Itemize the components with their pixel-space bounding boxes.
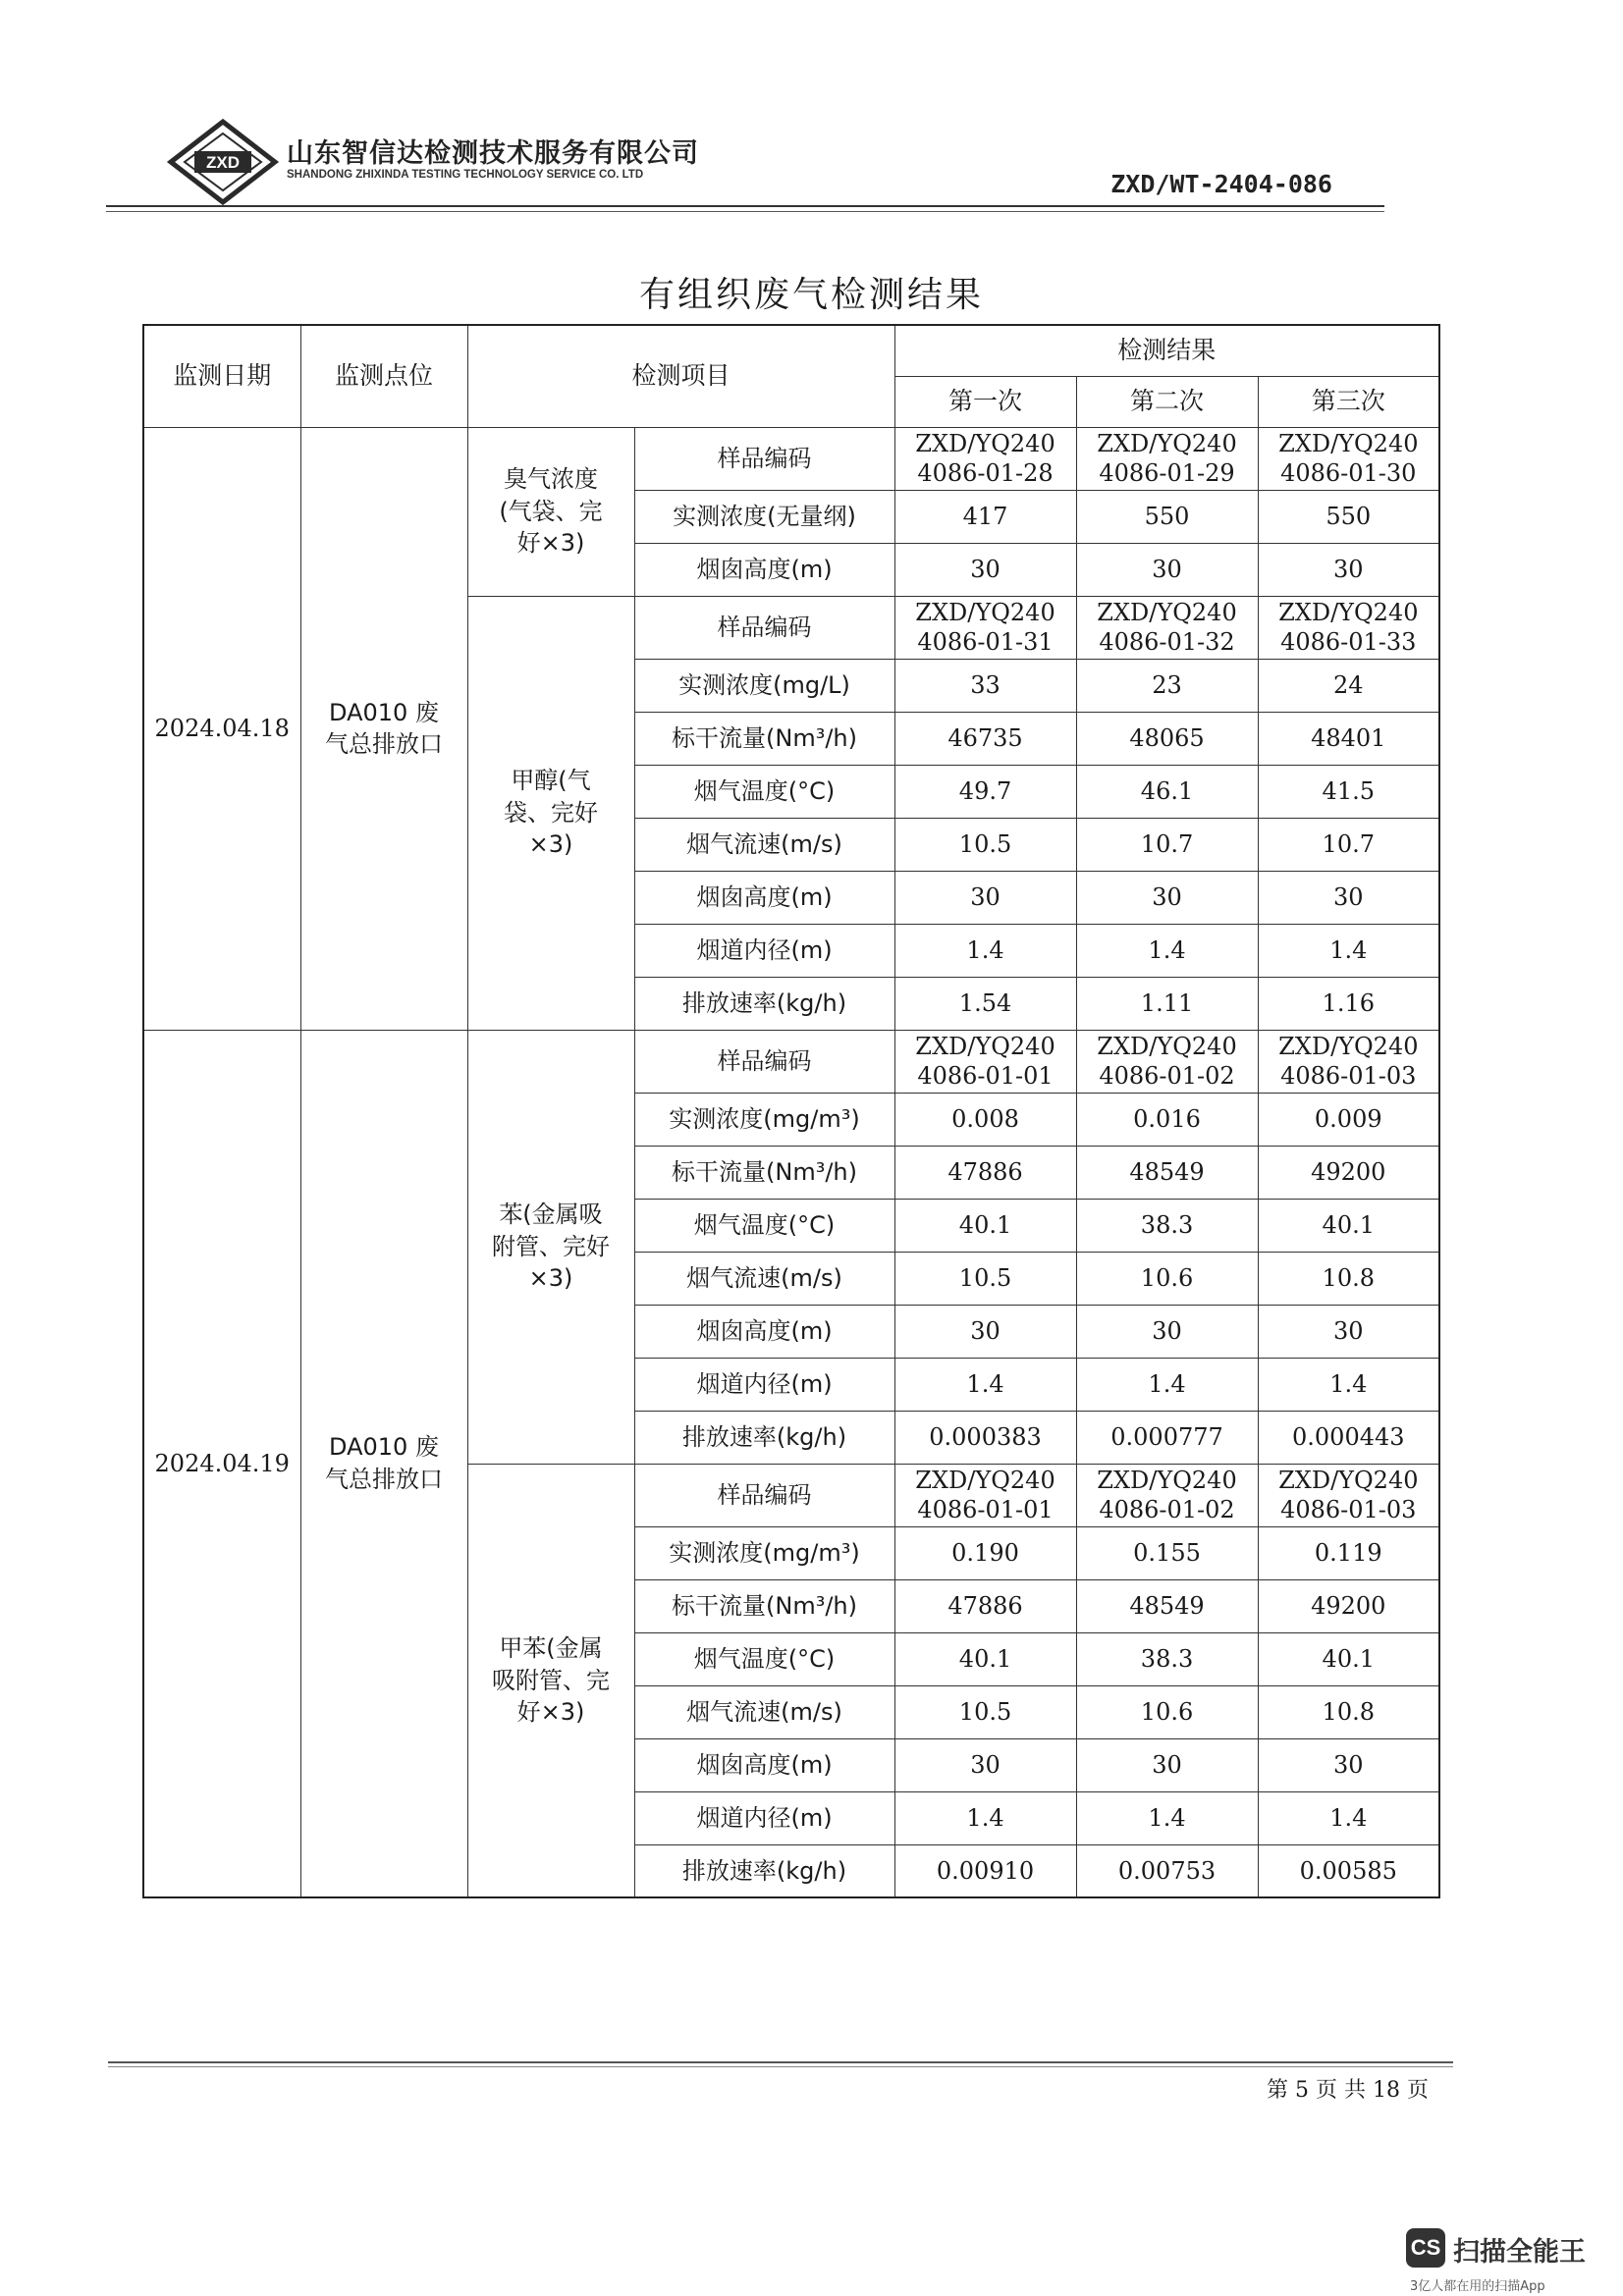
cell-value-run-3: 30 <box>1258 871 1439 924</box>
cell-value-run-2: 0.00753 <box>1076 1844 1258 1897</box>
cell-date: 2024.04.19 <box>143 1030 300 1897</box>
cell-value-run-2: 48065 <box>1076 712 1258 765</box>
cell-value-run-2: 10.7 <box>1076 818 1258 871</box>
sample-code-line: ZXD/YQ240 <box>1097 1033 1237 1060</box>
cell-value-run-3 <box>1258 596 1439 659</box>
cell-value-run-2 <box>1076 1464 1258 1526</box>
cell-param: 标干流量(Nm³/h) <box>634 1579 894 1632</box>
sample-code-line: 4086-01-33 <box>1280 628 1417 656</box>
cell-value-run-1 <box>894 427 1076 490</box>
cell-value-run-3: 49200 <box>1258 1146 1439 1199</box>
cell-value-run-1: 10.5 <box>894 818 1076 871</box>
cell-value-run-3 <box>1258 1030 1439 1093</box>
cell-value-run-1: 47886 <box>894 1146 1076 1199</box>
cell-param: 烟囱高度(m) <box>634 543 894 596</box>
cell-value-run-3: 30 <box>1258 543 1439 596</box>
cell-param: 烟道内径(m) <box>634 1791 894 1844</box>
results-body <box>143 427 1439 1897</box>
item-name-line: 甲醇(气 <box>511 767 591 795</box>
sample-code-line: 4086-01-02 <box>1099 1496 1235 1523</box>
cell-value-run-3: 10.8 <box>1258 1685 1439 1738</box>
cell-value-run-1: 40.1 <box>894 1199 1076 1252</box>
sample-code-line: ZXD/YQ240 <box>1278 599 1419 626</box>
company-name-cn: 山东智信达检测技术服务有限公司 <box>287 138 699 169</box>
item-name-line: 好×3) <box>516 529 585 558</box>
item-name-line: 袋、完好 <box>504 798 598 827</box>
sample-code-line: ZXD/YQ240 <box>1097 430 1237 457</box>
cell-value-run-1: 33 <box>894 659 1076 712</box>
cell-value-run-3: 0.000443 <box>1258 1411 1439 1464</box>
sample-code-line: 4086-01-03 <box>1280 1496 1417 1523</box>
cell-value-run-2: 0.016 <box>1076 1093 1258 1146</box>
results-table <box>142 324 1440 1898</box>
cell-value-run-1: 1.4 <box>894 1358 1076 1411</box>
company-name-en: SHANDONG ZHIXINDA TESTING TECHNOLOGY SERVICE CO. LTD <box>287 169 644 181</box>
cell-value-run-3: 49200 <box>1258 1579 1439 1632</box>
cell-param: 标干流量(Nm³/h) <box>634 712 894 765</box>
footer-rule-thin <box>108 2066 1453 2067</box>
cell-value-run-2: 1.4 <box>1076 924 1258 977</box>
cell-param: 烟气流速(m/s) <box>634 818 894 871</box>
cell-param: 样品编码 <box>634 1464 894 1526</box>
sample-code-line: 4086-01-01 <box>917 1496 1054 1523</box>
header-rule <box>106 205 1384 207</box>
sample-code-line: ZXD/YQ240 <box>915 1467 1055 1494</box>
sample-code-line: ZXD/YQ240 <box>1278 1033 1419 1060</box>
cell-item-name <box>467 1464 634 1897</box>
cell-param: 烟气温度(°C) <box>634 1632 894 1685</box>
cell-value-run-1: 30 <box>894 1738 1076 1791</box>
table-row <box>143 427 1439 490</box>
header-results: 检测结果 <box>894 325 1439 376</box>
sample-code-line: ZXD/YQ240 <box>915 430 1055 457</box>
cell-value-run-1: 0.000383 <box>894 1411 1076 1464</box>
sample-code-line: 4086-01-02 <box>1099 1062 1235 1090</box>
cell-param: 实测浓度(无量纲) <box>634 490 894 543</box>
cell-value-run-3: 1.16 <box>1258 977 1439 1030</box>
cell-value-run-3: 0.00585 <box>1258 1844 1439 1897</box>
cell-value-run-1: 47886 <box>894 1579 1076 1632</box>
cell-value-run-1 <box>894 1464 1076 1526</box>
cell-value-run-1: 417 <box>894 490 1076 543</box>
cell-value-run-2: 0.155 <box>1076 1526 1258 1579</box>
cell-param: 排放速率(kg/h) <box>634 977 894 1030</box>
point-line: 气总排放口 <box>325 1465 443 1493</box>
item-name-line: ×3) <box>528 1264 573 1293</box>
cell-param: 样品编码 <box>634 596 894 659</box>
cell-value-run-2: 30 <box>1076 871 1258 924</box>
cell-value-run-2: 38.3 <box>1076 1632 1258 1685</box>
header-rule-thin <box>106 211 1384 212</box>
cell-value-run-2: 550 <box>1076 490 1258 543</box>
item-name-line: 附管、完好 <box>492 1232 610 1260</box>
header-item: 检测项目 <box>467 325 894 427</box>
cell-value-run-1: 1.4 <box>894 1791 1076 1844</box>
cell-value-run-2: 48549 <box>1076 1579 1258 1632</box>
item-name-line: 苯(金属吸 <box>499 1201 603 1229</box>
logo-text: ZXD <box>206 153 240 172</box>
item-name-line: 臭气浓度 <box>504 465 598 494</box>
scanner-subtitle: 3亿人都在用的扫描App <box>1410 2279 1545 2294</box>
sample-code-line: ZXD/YQ240 <box>915 599 1055 626</box>
sample-code-line: ZXD/YQ240 <box>1097 599 1237 626</box>
header-date: 监测日期 <box>143 325 300 427</box>
header-run-1: 第一次 <box>894 376 1076 427</box>
cell-param: 烟囱高度(m) <box>634 1738 894 1791</box>
cell-param: 样品编码 <box>634 427 894 490</box>
sample-code-line: 4086-01-29 <box>1099 459 1235 487</box>
cell-param: 烟气温度(°C) <box>634 1199 894 1252</box>
cell-value-run-2: 0.000777 <box>1076 1411 1258 1464</box>
cell-value-run-3: 40.1 <box>1258 1199 1439 1252</box>
cell-value-run-3: 30 <box>1258 1738 1439 1791</box>
footer-rule <box>108 2061 1453 2063</box>
cell-value-run-1: 30 <box>894 1305 1076 1358</box>
cell-value-run-1: 0.008 <box>894 1093 1076 1146</box>
sample-code-line: ZXD/YQ240 <box>915 1033 1055 1060</box>
scanner-badge-icon: CS <box>1406 2228 1445 2268</box>
cell-point <box>300 427 467 1030</box>
cell-value-run-1: 1.54 <box>894 977 1076 1030</box>
cell-param: 烟道内径(m) <box>634 924 894 977</box>
cell-value-run-2: 30 <box>1076 543 1258 596</box>
cell-value-run-1: 30 <box>894 871 1076 924</box>
sample-code-line: 4086-01-32 <box>1099 628 1235 656</box>
cell-value-run-3 <box>1258 427 1439 490</box>
cell-value-run-2: 10.6 <box>1076 1685 1258 1738</box>
cell-value-run-3: 0.009 <box>1258 1093 1439 1146</box>
item-name-line: (气袋、完 <box>499 497 603 525</box>
cell-value-run-2: 38.3 <box>1076 1199 1258 1252</box>
item-name-line: 甲苯(金属 <box>499 1634 603 1663</box>
header-run-2: 第二次 <box>1076 376 1258 427</box>
cell-value-run-2: 30 <box>1076 1738 1258 1791</box>
cell-param: 样品编码 <box>634 1030 894 1093</box>
document-title: 有组织废气检测结果 <box>638 275 984 315</box>
cell-item-name <box>467 596 634 1030</box>
cell-value-run-3: 10.7 <box>1258 818 1439 871</box>
cell-value-run-1: 10.5 <box>894 1252 1076 1305</box>
cell-value-run-3: 0.119 <box>1258 1526 1439 1579</box>
cell-param: 烟气流速(m/s) <box>634 1685 894 1738</box>
cell-value-run-2: 1.4 <box>1076 1791 1258 1844</box>
cell-value-run-1: 10.5 <box>894 1685 1076 1738</box>
sample-code-line: ZXD/YQ240 <box>1278 1467 1419 1494</box>
cell-value-run-3: 550 <box>1258 490 1439 543</box>
cell-value-run-3: 40.1 <box>1258 1632 1439 1685</box>
cell-value-run-2: 46.1 <box>1076 765 1258 818</box>
cell-value-run-1: 0.190 <box>894 1526 1076 1579</box>
cell-value-run-3 <box>1258 1464 1439 1526</box>
cell-value-run-2: 23 <box>1076 659 1258 712</box>
scanner-title: 扫描全能王 <box>1453 2237 1586 2268</box>
sample-code-line: ZXD/YQ240 <box>1278 430 1419 457</box>
cell-param: 烟道内径(m) <box>634 1358 894 1411</box>
cell-value-run-2: 1.4 <box>1076 1358 1258 1411</box>
cell-value-run-1 <box>894 596 1076 659</box>
cell-value-run-3: 1.4 <box>1258 1791 1439 1844</box>
cell-value-run-1: 49.7 <box>894 765 1076 818</box>
cell-date: 2024.04.18 <box>143 427 300 1030</box>
cell-param: 标干流量(Nm³/h) <box>634 1146 894 1199</box>
sample-code-line: 4086-01-28 <box>917 459 1054 487</box>
sample-code-line: 4086-01-01 <box>917 1062 1054 1090</box>
cell-item-name <box>467 1030 634 1464</box>
sample-code-line: ZXD/YQ240 <box>1097 1467 1237 1494</box>
table-row <box>143 1030 1439 1093</box>
cell-value-run-1: 40.1 <box>894 1632 1076 1685</box>
cell-item-name <box>467 427 634 596</box>
cell-value-run-1: 46735 <box>894 712 1076 765</box>
cell-param: 实测浓度(mg/L) <box>634 659 894 712</box>
cell-param: 实测浓度(mg/m³) <box>634 1093 894 1146</box>
sample-code-line: 4086-01-03 <box>1280 1062 1417 1090</box>
cell-value-run-2: 30 <box>1076 1305 1258 1358</box>
item-name-line: 吸附管、完 <box>492 1666 610 1694</box>
company-logo <box>165 118 281 206</box>
cell-value-run-2: 1.11 <box>1076 977 1258 1030</box>
cell-value-run-3: 30 <box>1258 1305 1439 1358</box>
header-run-3: 第三次 <box>1258 376 1439 427</box>
cell-value-run-2 <box>1076 1030 1258 1093</box>
cell-value-run-3: 10.8 <box>1258 1252 1439 1305</box>
cell-value-run-1: 1.4 <box>894 924 1076 977</box>
cell-param: 排放速率(kg/h) <box>634 1844 894 1897</box>
cell-value-run-2 <box>1076 596 1258 659</box>
cell-value-run-3: 41.5 <box>1258 765 1439 818</box>
cell-value-run-3: 1.4 <box>1258 1358 1439 1411</box>
item-name-line: ×3) <box>528 830 573 859</box>
report-number: ZXD/WT-2404-086 <box>1110 170 1332 198</box>
item-name-line: 好×3) <box>516 1697 585 1726</box>
point-line: 气总排放口 <box>325 730 443 758</box>
cell-value-run-1: 30 <box>894 543 1076 596</box>
cell-value-run-3: 48401 <box>1258 712 1439 765</box>
sample-code-line: 4086-01-30 <box>1280 459 1417 487</box>
point-line: DA010 废 <box>329 1433 439 1462</box>
cell-param: 实测浓度(mg/m³) <box>634 1526 894 1579</box>
cell-point <box>300 1030 467 1897</box>
cell-param: 烟囱高度(m) <box>634 1305 894 1358</box>
page-number: 第 5 页 共 18 页 <box>1267 2078 1429 2103</box>
cell-value-run-1: 0.00910 <box>894 1844 1076 1897</box>
sample-code-line: 4086-01-31 <box>917 628 1054 656</box>
cell-value-run-3: 1.4 <box>1258 924 1439 977</box>
cell-param: 烟囱高度(m) <box>634 871 894 924</box>
cell-param: 排放速率(kg/h) <box>634 1411 894 1464</box>
cell-value-run-2 <box>1076 427 1258 490</box>
cell-value-run-1 <box>894 1030 1076 1093</box>
cell-param: 烟气温度(°C) <box>634 765 894 818</box>
cell-param: 烟气流速(m/s) <box>634 1252 894 1305</box>
point-line: DA010 废 <box>329 698 439 726</box>
header-row <box>143 325 1439 376</box>
cell-value-run-3: 24 <box>1258 659 1439 712</box>
cell-value-run-2: 48549 <box>1076 1146 1258 1199</box>
header-point: 监测点位 <box>300 325 467 427</box>
cell-value-run-2: 10.6 <box>1076 1252 1258 1305</box>
